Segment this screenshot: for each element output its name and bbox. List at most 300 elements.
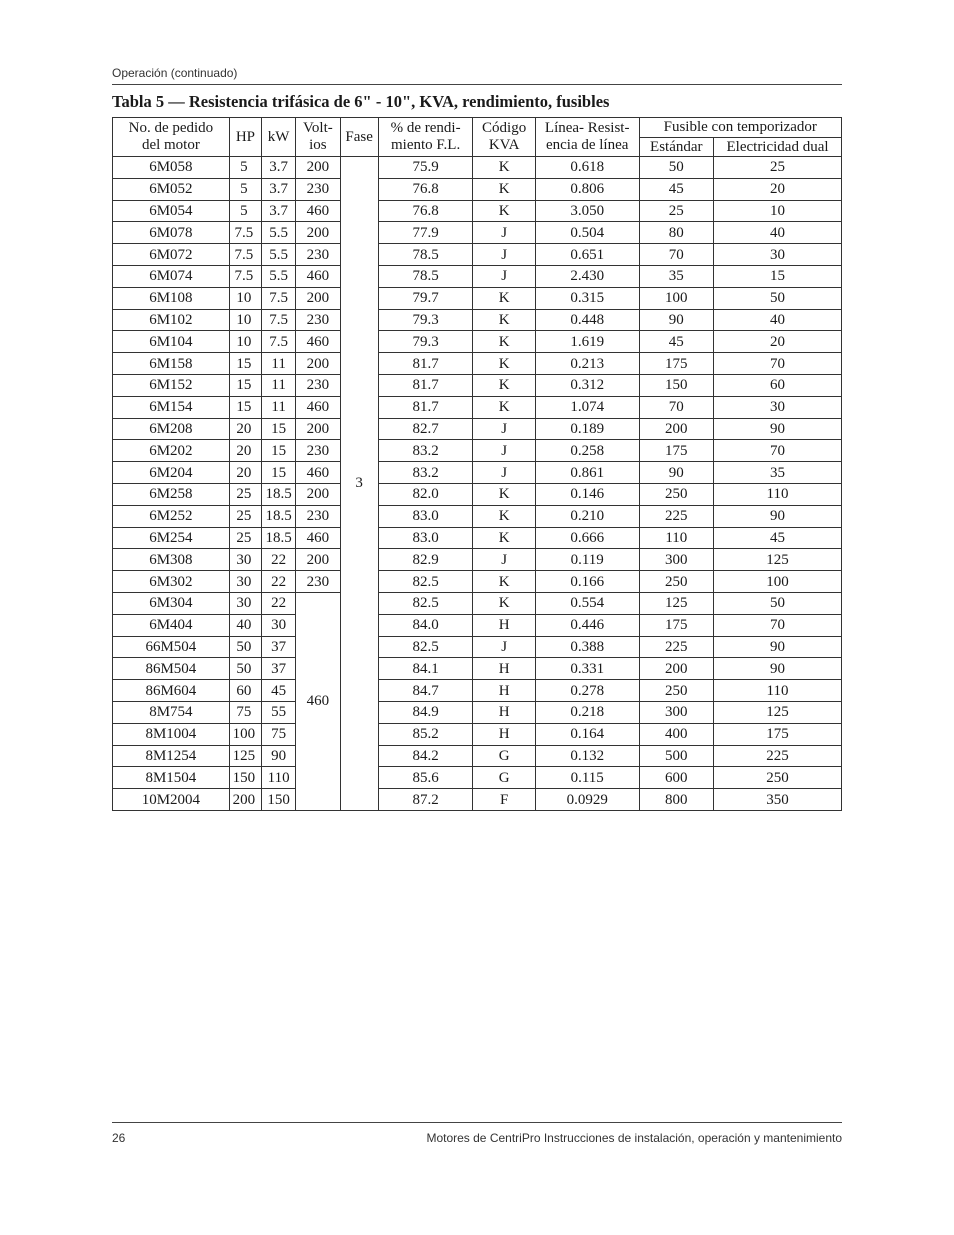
cell-fuse-standard: 100: [639, 287, 714, 309]
cell-hp: 50: [229, 658, 261, 680]
cell-line-resistance: 0.189: [535, 418, 639, 440]
cell-fuse-dual: 10: [714, 200, 842, 222]
cell-line-resistance: 0.166: [535, 571, 639, 593]
cell-fuse-dual: 45: [714, 527, 842, 549]
cell-fuse-standard: 50: [639, 157, 714, 179]
cell-volts: 230: [296, 440, 340, 462]
cell-fuse-dual: 50: [714, 592, 842, 614]
cell-order-no: 6M078: [113, 222, 230, 244]
cell-efficiency: 82.7: [378, 418, 473, 440]
cell-order-no: 6M152: [113, 374, 230, 396]
cell-efficiency: 76.8: [378, 178, 473, 200]
cell-fuse-standard: 175: [639, 614, 714, 636]
header-hp: HP: [229, 118, 261, 157]
cell-hp: 10: [229, 331, 261, 353]
table-title: Tabla 5 — Resistencia trifásica de 6" - 10", KVA, rendimiento, fusibles: [112, 92, 610, 111]
cell-kva-code: K: [473, 571, 535, 593]
cell-order-no: 8M1004: [113, 723, 230, 745]
cell-fuse-standard: 200: [639, 418, 714, 440]
cell-volts: 230: [296, 178, 340, 200]
cell-line-resistance: 0.210: [535, 505, 639, 527]
cell-kva-code: J: [473, 265, 535, 287]
cell-order-no: 6M258: [113, 483, 230, 505]
table-row: [113, 331, 842, 353]
cell-kva-code: H: [473, 658, 535, 680]
cell-fuse-dual: 175: [714, 723, 842, 745]
cell-hp: 5: [229, 200, 261, 222]
cell-volts: 460: [296, 396, 340, 418]
cell-fuse-dual: 70: [714, 353, 842, 375]
table-row: [113, 265, 842, 287]
cell-efficiency: 84.2: [378, 745, 473, 767]
cell-kw: 11: [262, 374, 296, 396]
cell-kw: 15: [262, 418, 296, 440]
cell-line-resistance: 0.315: [535, 287, 639, 309]
cell-fuse-standard: 25: [639, 200, 714, 222]
cell-kw: 37: [262, 636, 296, 658]
cell-efficiency: 84.7: [378, 680, 473, 702]
cell-fuse-dual: 40: [714, 222, 842, 244]
table-row: [113, 571, 842, 593]
cell-volts-merged: 460: [296, 592, 340, 810]
cell-kva-code: J: [473, 244, 535, 266]
cell-kw: 30: [262, 614, 296, 636]
cell-fuse-standard: 175: [639, 353, 714, 375]
cell-hp: 7.5: [229, 265, 261, 287]
cell-efficiency: 77.9: [378, 222, 473, 244]
cell-order-no: 6M058: [113, 157, 230, 179]
cell-kva-code: K: [473, 505, 535, 527]
cell-fuse-standard: 125: [639, 592, 714, 614]
cell-efficiency: 81.7: [378, 353, 473, 375]
cell-fuse-standard: 35: [639, 265, 714, 287]
header-line-resistance: Línea- Resist- encia de línea: [535, 118, 639, 157]
cell-kw: 11: [262, 396, 296, 418]
cell-efficiency: 83.0: [378, 527, 473, 549]
cell-kw: 5.5: [262, 222, 296, 244]
cell-fuse-dual: 15: [714, 265, 842, 287]
cell-fuse-standard: 70: [639, 244, 714, 266]
cell-fuse-dual: 110: [714, 483, 842, 505]
cell-kva-code: K: [473, 331, 535, 353]
cell-hp: 20: [229, 440, 261, 462]
cell-kva-code: K: [473, 592, 535, 614]
cell-fuse-standard: 250: [639, 571, 714, 593]
cell-fuse-standard: 500: [639, 745, 714, 767]
table-row: [113, 527, 842, 549]
table-row: [113, 374, 842, 396]
cell-fuse-standard: 400: [639, 723, 714, 745]
cell-hp: 20: [229, 418, 261, 440]
cell-fuse-dual: 60: [714, 374, 842, 396]
cell-hp: 200: [229, 789, 261, 811]
cell-fuse-dual: 90: [714, 658, 842, 680]
cell-line-resistance: 0.115: [535, 767, 639, 789]
cell-fuse-dual: 70: [714, 614, 842, 636]
cell-hp: 40: [229, 614, 261, 636]
cell-kva-code: G: [473, 745, 535, 767]
cell-hp: 7.5: [229, 244, 261, 266]
cell-fuse-standard: 250: [639, 680, 714, 702]
cell-order-no: 6M204: [113, 462, 230, 484]
header-rule: [112, 84, 842, 85]
cell-line-resistance: 0.666: [535, 527, 639, 549]
cell-fuse-standard: 45: [639, 178, 714, 200]
cell-order-no: 6M072: [113, 244, 230, 266]
table-row: [113, 178, 842, 200]
cell-order-no: 6M052: [113, 178, 230, 200]
cell-fuse-dual: 30: [714, 396, 842, 418]
cell-fuse-standard: 200: [639, 658, 714, 680]
cell-fuse-dual: 20: [714, 178, 842, 200]
cell-hp: 100: [229, 723, 261, 745]
cell-kw: 22: [262, 592, 296, 614]
cell-hp: 10: [229, 287, 261, 309]
cell-hp: 125: [229, 745, 261, 767]
cell-kw: 18.5: [262, 527, 296, 549]
cell-order-no: 6M302: [113, 571, 230, 593]
cell-volts: 230: [296, 571, 340, 593]
cell-kw: 55: [262, 701, 296, 723]
cell-efficiency: 87.2: [378, 789, 473, 811]
cell-volts: 460: [296, 200, 340, 222]
cell-efficiency: 82.0: [378, 483, 473, 505]
cell-order-no: 6M104: [113, 331, 230, 353]
cell-kva-code: J: [473, 222, 535, 244]
cell-order-no: 6M074: [113, 265, 230, 287]
cell-volts: 200: [296, 353, 340, 375]
cell-fuse-dual: 110: [714, 680, 842, 702]
table-row: [113, 396, 842, 418]
cell-hp: 150: [229, 767, 261, 789]
table-row: [113, 505, 842, 527]
cell-efficiency: 79.3: [378, 331, 473, 353]
cell-fuse-standard: 150: [639, 374, 714, 396]
footer-text: Motores de CentriPro Instrucciones de instalación, operación y mantenimiento: [426, 1131, 842, 1145]
table-row: [113, 483, 842, 505]
cell-hp: 5: [229, 178, 261, 200]
cell-kva-code: K: [473, 353, 535, 375]
cell-line-resistance: 0.651: [535, 244, 639, 266]
table-row: [113, 745, 842, 767]
cell-volts: 460: [296, 331, 340, 353]
cell-kva-code: J: [473, 418, 535, 440]
cell-efficiency: 84.1: [378, 658, 473, 680]
cell-fuse-standard: 175: [639, 440, 714, 462]
cell-kw: 150: [262, 789, 296, 811]
cell-fuse-standard: 70: [639, 396, 714, 418]
cell-volts: 460: [296, 527, 340, 549]
cell-efficiency: 75.9: [378, 157, 473, 179]
cell-order-no: 6M054: [113, 200, 230, 222]
cell-fuse-standard: 600: [639, 767, 714, 789]
cell-line-resistance: 0.861: [535, 462, 639, 484]
cell-efficiency: 83.2: [378, 440, 473, 462]
cell-kva-code: H: [473, 723, 535, 745]
cell-kva-code: G: [473, 767, 535, 789]
cell-fuse-standard: 225: [639, 636, 714, 658]
cell-fuse-standard: 80: [639, 222, 714, 244]
cell-order-no: 6M308: [113, 549, 230, 571]
table-row: [113, 614, 842, 636]
cell-kw: 7.5: [262, 287, 296, 309]
cell-volts: 460: [296, 462, 340, 484]
cell-order-no: 8M1504: [113, 767, 230, 789]
cell-efficiency: 84.0: [378, 614, 473, 636]
cell-kva-code: H: [473, 701, 535, 723]
cell-kw: 110: [262, 767, 296, 789]
cell-line-resistance: 0.388: [535, 636, 639, 658]
cell-phase-merged: 3: [340, 157, 378, 811]
cell-kva-code: J: [473, 440, 535, 462]
cell-fuse-dual: 90: [714, 505, 842, 527]
cell-efficiency: 83.0: [378, 505, 473, 527]
cell-efficiency: 85.6: [378, 767, 473, 789]
cell-hp: 30: [229, 571, 261, 593]
motor-data-table: [112, 117, 842, 811]
cell-fuse-standard: 225: [639, 505, 714, 527]
cell-order-no: 6M102: [113, 309, 230, 331]
cell-volts: 200: [296, 483, 340, 505]
table-row: [113, 592, 842, 614]
cell-efficiency: 81.7: [378, 396, 473, 418]
cell-order-no: 86M604: [113, 680, 230, 702]
cell-kw: 75: [262, 723, 296, 745]
cell-line-resistance: 0.618: [535, 157, 639, 179]
table-row: [113, 723, 842, 745]
cell-hp: 25: [229, 483, 261, 505]
cell-line-resistance: 3.050: [535, 200, 639, 222]
cell-hp: 25: [229, 505, 261, 527]
cell-fuse-dual: 25: [714, 157, 842, 179]
cell-kw: 90: [262, 745, 296, 767]
cell-fuse-standard: 90: [639, 309, 714, 331]
cell-hp: 30: [229, 592, 261, 614]
cell-kva-code: K: [473, 157, 535, 179]
cell-kva-code: K: [473, 309, 535, 331]
header-efficiency: % de rendi- miento F.L.: [378, 118, 473, 157]
table-row: [113, 658, 842, 680]
cell-line-resistance: 0.446: [535, 614, 639, 636]
cell-hp: 30: [229, 549, 261, 571]
cell-kw: 22: [262, 549, 296, 571]
cell-kva-code: J: [473, 462, 535, 484]
cell-kw: 7.5: [262, 309, 296, 331]
header-order-no: No. de pedido del motor: [113, 118, 230, 157]
cell-order-no: 6M254: [113, 527, 230, 549]
cell-fuse-standard: 110: [639, 527, 714, 549]
cell-line-resistance: 0.132: [535, 745, 639, 767]
cell-kw: 5.5: [262, 265, 296, 287]
cell-hp: 15: [229, 396, 261, 418]
cell-kva-code: K: [473, 178, 535, 200]
cell-order-no: 6M158: [113, 353, 230, 375]
cell-line-resistance: 1.074: [535, 396, 639, 418]
cell-line-resistance: 0.448: [535, 309, 639, 331]
cell-order-no: 6M252: [113, 505, 230, 527]
cell-order-no: 86M504: [113, 658, 230, 680]
table-row: [113, 418, 842, 440]
cell-efficiency: 82.9: [378, 549, 473, 571]
cell-kw: 7.5: [262, 331, 296, 353]
cell-kva-code: J: [473, 549, 535, 571]
cell-efficiency: 82.5: [378, 571, 473, 593]
page-number: 26: [112, 1131, 126, 1145]
cell-fuse-standard: 45: [639, 331, 714, 353]
cell-kva-code: K: [473, 374, 535, 396]
cell-fuse-standard: 800: [639, 789, 714, 811]
cell-hp: 60: [229, 680, 261, 702]
cell-kw: 15: [262, 462, 296, 484]
cell-efficiency: 85.2: [378, 723, 473, 745]
cell-fuse-dual: 70: [714, 440, 842, 462]
cell-efficiency: 81.7: [378, 374, 473, 396]
cell-volts: 200: [296, 222, 340, 244]
cell-line-resistance: 2.430: [535, 265, 639, 287]
cell-line-resistance: 0.554: [535, 592, 639, 614]
cell-kw: 18.5: [262, 483, 296, 505]
header-fuse-dual: Electricidad dual: [714, 138, 842, 157]
cell-kva-code: J: [473, 636, 535, 658]
table-row: [113, 701, 842, 723]
cell-volts: 230: [296, 244, 340, 266]
cell-fuse-dual: 225: [714, 745, 842, 767]
cell-order-no: 10M2004: [113, 789, 230, 811]
table-row: [113, 309, 842, 331]
cell-line-resistance: 0.806: [535, 178, 639, 200]
cell-kva-code: F: [473, 789, 535, 811]
table-row: [113, 222, 842, 244]
cell-line-resistance: 0.504: [535, 222, 639, 244]
cell-hp: 25: [229, 527, 261, 549]
header-fuse-group: Fusible con temporizador: [639, 118, 841, 138]
cell-kw: 15: [262, 440, 296, 462]
header-fuse-standard: Estándar: [639, 138, 714, 157]
cell-order-no: 6M108: [113, 287, 230, 309]
cell-volts: 200: [296, 549, 340, 571]
cell-kw: 11: [262, 353, 296, 375]
cell-kva-code: K: [473, 200, 535, 222]
cell-order-no: 6M304: [113, 592, 230, 614]
table-body: [113, 157, 842, 811]
cell-fuse-dual: 125: [714, 549, 842, 571]
cell-volts: 200: [296, 157, 340, 179]
cell-fuse-dual: 125: [714, 701, 842, 723]
cell-kw: 5.5: [262, 244, 296, 266]
cell-line-resistance: 0.218: [535, 701, 639, 723]
cell-fuse-dual: 250: [714, 767, 842, 789]
cell-kw: 18.5: [262, 505, 296, 527]
table-row: [113, 789, 842, 811]
cell-order-no: 6M154: [113, 396, 230, 418]
cell-order-no: 8M1254: [113, 745, 230, 767]
cell-kva-code: K: [473, 527, 535, 549]
table-row: [113, 157, 842, 179]
cell-efficiency: 78.5: [378, 265, 473, 287]
footer-rule: [112, 1122, 842, 1123]
cell-fuse-dual: 350: [714, 789, 842, 811]
cell-fuse-standard: 300: [639, 701, 714, 723]
cell-fuse-dual: 90: [714, 418, 842, 440]
table-header: [113, 118, 842, 157]
cell-volts: 230: [296, 309, 340, 331]
cell-order-no: 6M202: [113, 440, 230, 462]
cell-efficiency: 79.3: [378, 309, 473, 331]
cell-order-no: 6M404: [113, 614, 230, 636]
cell-fuse-standard: 90: [639, 462, 714, 484]
header-volts: Volt- ios: [296, 118, 340, 157]
cell-fuse-dual: 40: [714, 309, 842, 331]
cell-fuse-dual: 90: [714, 636, 842, 658]
cell-efficiency: 76.8: [378, 200, 473, 222]
cell-hp: 75: [229, 701, 261, 723]
cell-line-resistance: 0.312: [535, 374, 639, 396]
cell-volts: 230: [296, 505, 340, 527]
cell-order-no: 66M504: [113, 636, 230, 658]
header-kw: kW: [262, 118, 296, 157]
table-row: [113, 636, 842, 658]
table-row: [113, 462, 842, 484]
cell-line-resistance: 0.331: [535, 658, 639, 680]
table-row: [113, 200, 842, 222]
cell-volts: 200: [296, 418, 340, 440]
cell-kw: 3.7: [262, 200, 296, 222]
cell-order-no: 8M754: [113, 701, 230, 723]
table-row: [113, 549, 842, 571]
cell-kva-code: K: [473, 483, 535, 505]
cell-kva-code: H: [473, 680, 535, 702]
cell-kw: 3.7: [262, 178, 296, 200]
cell-fuse-standard: 300: [639, 549, 714, 571]
cell-kw: 3.7: [262, 157, 296, 179]
cell-hp: 20: [229, 462, 261, 484]
cell-line-resistance: 0.278: [535, 680, 639, 702]
cell-fuse-dual: 20: [714, 331, 842, 353]
cell-volts: 230: [296, 374, 340, 396]
table-row: [113, 287, 842, 309]
cell-hp: 15: [229, 374, 261, 396]
cell-line-resistance: 0.213: [535, 353, 639, 375]
table-row: [113, 244, 842, 266]
cell-kva-code: K: [473, 287, 535, 309]
cell-line-resistance: 0.0929: [535, 789, 639, 811]
cell-order-no: 6M208: [113, 418, 230, 440]
cell-fuse-dual: 50: [714, 287, 842, 309]
cell-efficiency: 82.5: [378, 592, 473, 614]
cell-fuse-dual: 35: [714, 462, 842, 484]
cell-hp: 15: [229, 353, 261, 375]
cell-fuse-dual: 100: [714, 571, 842, 593]
cell-volts: 460: [296, 265, 340, 287]
cell-kw: 45: [262, 680, 296, 702]
cell-efficiency: 84.9: [378, 701, 473, 723]
cell-hp: 50: [229, 636, 261, 658]
cell-kva-code: H: [473, 614, 535, 636]
cell-efficiency: 83.2: [378, 462, 473, 484]
cell-line-resistance: 0.146: [535, 483, 639, 505]
cell-hp: 5: [229, 157, 261, 179]
table-row: [113, 680, 842, 702]
table-row: [113, 767, 842, 789]
cell-fuse-dual: 30: [714, 244, 842, 266]
cell-kw: 37: [262, 658, 296, 680]
cell-line-resistance: 0.258: [535, 440, 639, 462]
header-phase: Fase: [340, 118, 378, 157]
header-kva-code: Código KVA: [473, 118, 535, 157]
table-row: [113, 440, 842, 462]
cell-fuse-standard: 250: [639, 483, 714, 505]
cell-efficiency: 79.7: [378, 287, 473, 309]
